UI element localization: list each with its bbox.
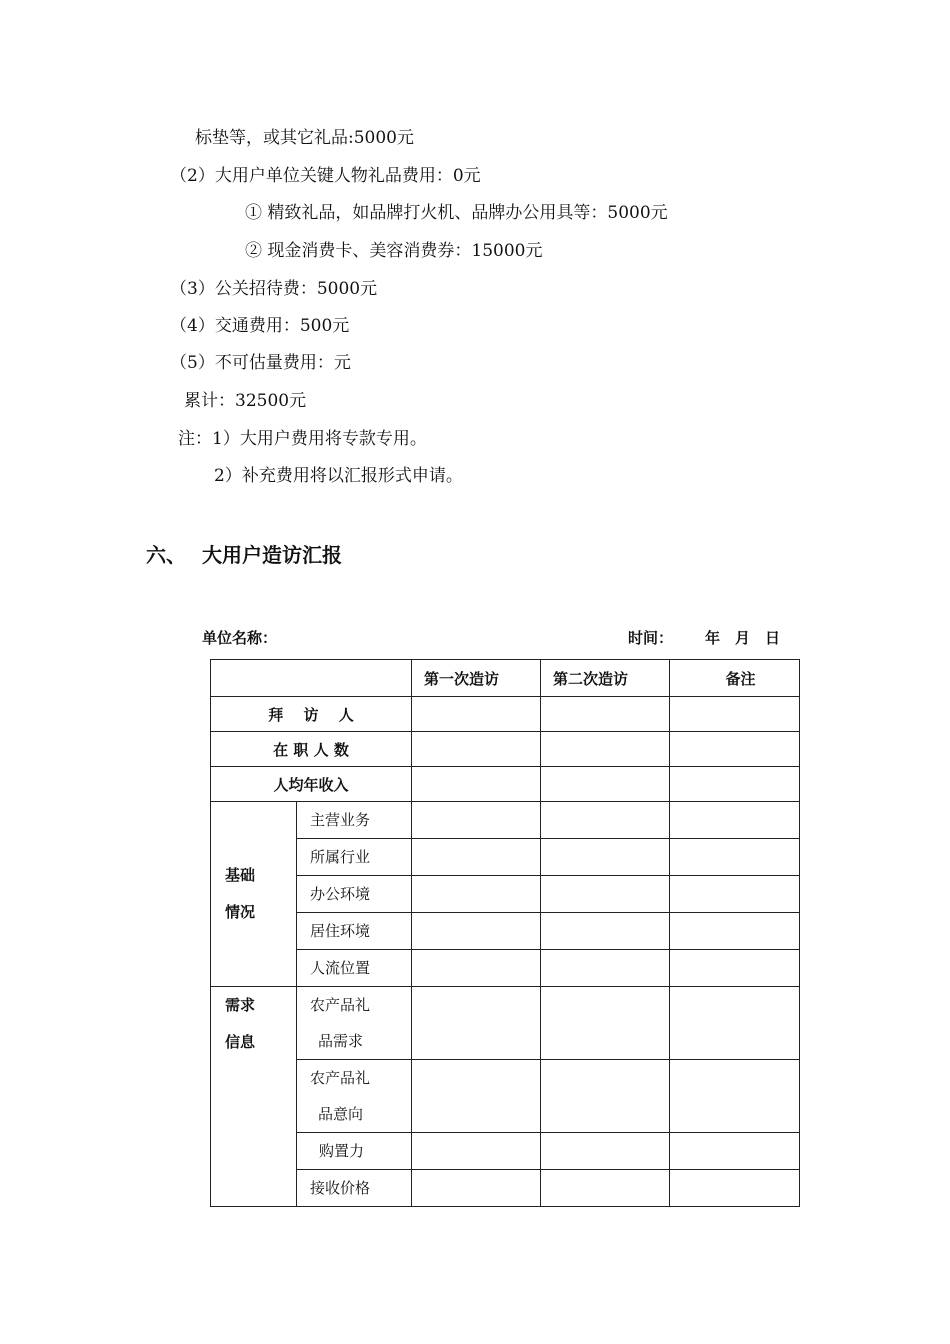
cell-first-visit[interactable] (412, 1170, 541, 1207)
cell-remarks[interactable] (670, 732, 800, 767)
table-row (211, 802, 800, 839)
table-header-row (211, 660, 800, 697)
cell-remarks[interactable] (670, 697, 800, 732)
group-label-demand-info (211, 987, 297, 1207)
visit-report-table (210, 659, 800, 1207)
cell-first-visit[interactable] (412, 913, 541, 950)
cell-first-visit[interactable] (412, 987, 541, 1060)
unit-name-label: 单位名称： (202, 629, 278, 647)
cell-second-visit[interactable] (541, 697, 670, 732)
group-demand-line2: 信息 (225, 1033, 256, 1051)
cell-remarks[interactable] (670, 987, 800, 1060)
table-row (211, 950, 800, 987)
budget-line-gift-other: 标垫等，或其它礼品:5000元 (195, 128, 414, 148)
cell-first-visit[interactable] (412, 950, 541, 987)
row-label-office-env: 办公环境 (297, 876, 412, 913)
cell-second-visit[interactable] (541, 913, 670, 950)
cell-second-visit[interactable] (541, 767, 670, 802)
table-row (211, 839, 800, 876)
cell-second-visit[interactable] (541, 732, 670, 767)
cell-remarks[interactable] (670, 1133, 800, 1170)
budget-line-fine-gifts: ① 精致礼品，如品牌打火机、品牌办公用具等：5000元 (245, 203, 668, 223)
row-label-living-env: 居住环境 (297, 913, 412, 950)
section-number: 六、 (146, 543, 186, 567)
cell-second-visit[interactable] (541, 802, 670, 839)
group-label-basic-info (211, 802, 297, 987)
gift-demand-line1: 农产品礼 (310, 996, 371, 1014)
group-basic-line2: 情况 (225, 903, 256, 921)
cell-second-visit[interactable] (541, 876, 670, 913)
budget-line-transport: （4）交通费用：500元 (170, 316, 350, 336)
cell-remarks[interactable] (670, 802, 800, 839)
row-label-foot-traffic: 人流位置 (297, 950, 412, 987)
row-label-avg-income: 人均年收入 (211, 767, 412, 802)
cell-second-visit[interactable] (541, 1133, 670, 1170)
col-remarks: 备注 (670, 660, 800, 697)
cell-first-visit[interactable] (412, 1133, 541, 1170)
table-row (211, 1133, 800, 1170)
table-row (211, 876, 800, 913)
cell-remarks[interactable] (670, 876, 800, 913)
cell-first-visit[interactable] (412, 839, 541, 876)
table-row (211, 697, 800, 732)
cell-remarks[interactable] (670, 1170, 800, 1207)
table-row (211, 1170, 800, 1207)
budget-line-key-person-gifts: （2）大用户单位关键人物礼品费用：0元 (170, 166, 481, 186)
group-basic-line1: 基础 (225, 866, 256, 884)
header-blank-cell (211, 660, 412, 697)
cell-second-visit[interactable] (541, 1170, 670, 1207)
cell-remarks[interactable] (670, 913, 800, 950)
budget-line-cash-cards: ② 现金消费卡、美容消费券：15000元 (245, 241, 543, 261)
table-row (211, 987, 800, 1060)
cell-remarks[interactable] (670, 950, 800, 987)
gift-demand-line2: 品需求 (318, 1032, 364, 1050)
cell-first-visit[interactable] (412, 802, 541, 839)
time-label: 时间： (628, 629, 674, 647)
col-first-visit: 第一次造访 (412, 660, 541, 697)
row-label-purchasing-power: 购置力 (297, 1133, 412, 1170)
row-label-staff-count: 在 职 人 数 (211, 732, 412, 767)
cell-second-visit[interactable] (541, 1060, 670, 1133)
row-label-visitor: 拜 访 人 (211, 697, 412, 732)
section-title: 大用户造访汇报 (202, 543, 342, 567)
gift-intention-line2: 品意向 (318, 1105, 364, 1123)
cell-second-visit[interactable] (541, 839, 670, 876)
row-label-gift-intention (297, 1060, 412, 1133)
budget-line-pr-hospitality: （3）公关招待费：5000元 (170, 279, 378, 299)
cell-second-visit[interactable] (541, 950, 670, 987)
gift-intention-line1: 农产品礼 (310, 1069, 371, 1087)
cell-second-visit[interactable] (541, 987, 670, 1060)
cell-remarks[interactable] (670, 767, 800, 802)
cell-first-visit[interactable] (412, 1060, 541, 1133)
row-label-industry: 所属行业 (297, 839, 412, 876)
table-row (211, 732, 800, 767)
group-demand-line1: 需求 (225, 996, 256, 1014)
col-second-visit: 第二次造访 (541, 660, 670, 697)
row-label-gift-demand (297, 987, 412, 1060)
cell-remarks[interactable] (670, 839, 800, 876)
note-2: 2）补充费用将以汇报形式申请。 (214, 466, 463, 486)
cell-first-visit[interactable] (412, 876, 541, 913)
note-1: 注：1）大用户费用将专款专用。 (178, 429, 427, 449)
cell-first-visit[interactable] (412, 697, 541, 732)
budget-total: 累计：32500元 (184, 391, 307, 411)
date-placeholder: 年 月 日 (705, 629, 781, 647)
cell-first-visit[interactable] (412, 732, 541, 767)
row-label-main-business: 主营业务 (297, 802, 412, 839)
row-label-accepted-price: 接收价格 (297, 1170, 412, 1207)
table-row (211, 767, 800, 802)
budget-line-unestimated: （5）不可估量费用：元 (170, 353, 351, 373)
table-row (211, 1060, 800, 1133)
cell-remarks[interactable] (670, 1060, 800, 1133)
cell-first-visit[interactable] (412, 767, 541, 802)
table-row (211, 913, 800, 950)
